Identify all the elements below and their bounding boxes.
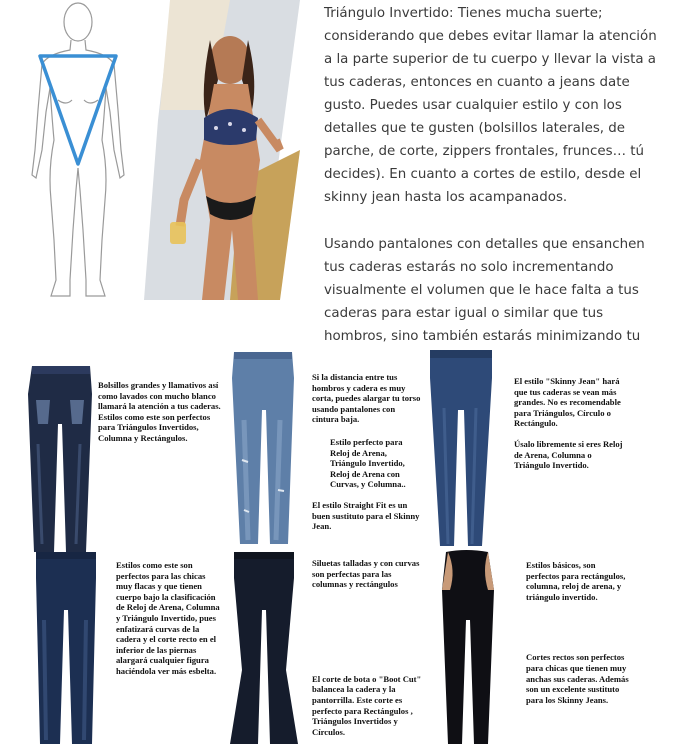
jeans-photo-5: [228, 550, 300, 746]
jeans-text-5: [312, 558, 424, 744]
jeans-photo-3: [426, 348, 496, 548]
jeans-photo-2: [230, 350, 298, 546]
jeans-infographic: [22, 346, 629, 746]
jeans-text-1: [98, 380, 226, 451]
jeans-2-note-a: Si la distancia entre tus hombros y cadera es muy corta, puedes alargar tu torso usando pantalones con cintura baja.: [312, 372, 421, 425]
jeans-6-note-a: Estilos básicos, son perfectos para rectángulos, columna, reloj de arena, y triángulo invertido.: [526, 560, 626, 602]
jeans-4-note: Estilos como este son perfectos para las chicas muy flacas y que tienen cuerpo bajo la clasificación de Reloj de Arena, Columna y Triángulo Invertido, pues enfatizará curvas de la cadera y el corte recto en el inferior de las piernas alargará cualquier figura haciéndola ver más esbelta.: [116, 560, 220, 676]
paragraph-inverted-triangle: Triángulo Invertido: Tienes mucha suerte; considerando que debes evitar llamar la atención a la parte superior de tu cuerpo y llevar la vista a tus caderas, entonces en cuanto a jeans date gusto. Puedes usar cualquier estilo y con los detalles que te gusten (bolsillos laterales, de parche, de corte, zippers frontales, frunces… tú decides). En cuanto a cortes de estilo, desde el skinny jean hasta los acampanados.: [324, 6, 657, 205]
article-text: [22, 2, 662, 371]
jeans-5-note-b: El corte de bota o "Boot Cut" balancea la cadera y la pantorrilla. Este corte es perfecto para Rectángulos , Triángulos Invertidos y Círculos.: [312, 673, 422, 737]
jeans-5-note-a: Siluetas talladas y con curvas son perfectas para las columnas y rectángulos: [312, 558, 420, 590]
jeans-2-note-b: Estilo perfecto para Reloj de Arena, Triángulo Invertido, Reloj de Arena con Curvas, y Columna..: [330, 436, 406, 490]
jeans-photo-1: [26, 364, 96, 554]
jeans-photo-4: [32, 550, 100, 746]
jeans-photo-6: [426, 550, 510, 746]
jeans-text-3: [514, 376, 624, 478]
jeans-1-note: Bolsillos grandes y llamativos así como lavados con mucho blanco llamará la atención a tus caderas. Estilos como este son perfectos para Triángulos Invertidos, Columna y Rectángulos.: [98, 380, 221, 443]
jeans-text-6: [526, 560, 630, 712]
jeans-text-4: [116, 560, 222, 684]
jeans-3-note-a: El estilo "Skinny Jean" hará que tus caderas se vean más grandes. No es recomendable para Triángulos, Círculo o Rectángulo.: [514, 376, 621, 429]
jeans-2-note-c: El estilo Straight Fit es un buen sustituto para el Skinny Jean.: [312, 499, 420, 532]
jeans-text-2: [312, 372, 422, 539]
jeans-6-note-b: Cortes rectos son perfectos para chicas que tienen muy anchas sus caderas. Además son un excelente sustituto para los Skinny Jeans.: [526, 652, 629, 705]
jeans-3-note-b: Úsalo libremente si eres Reloj de Arena, Columna o Triángulo Invertido.: [514, 438, 623, 471]
paragraph-hips: Usando pantalones con detalles que ensanchen tus caderas estarás no solo incrementando visualmente el volumen que le hace falta a tus caderas para estar igual o similar que tus hombros, sino también estarás minimizando tu: [324, 237, 645, 344]
